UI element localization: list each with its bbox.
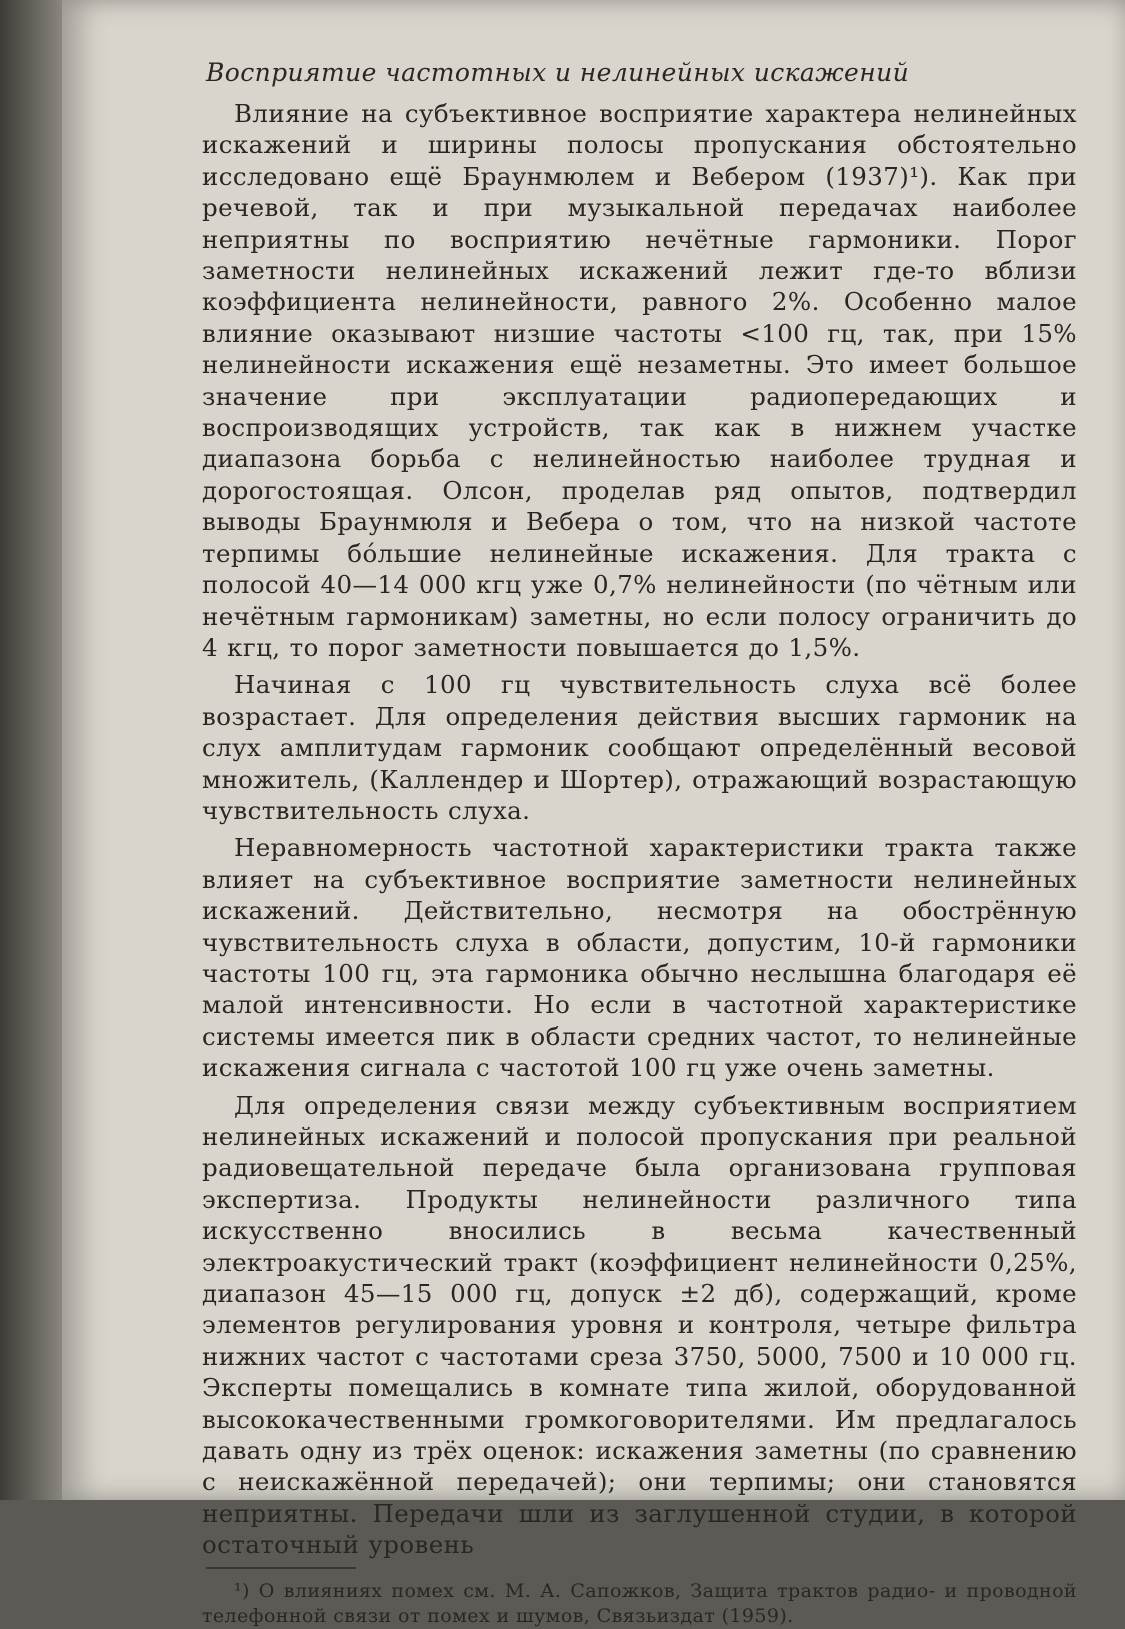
paragraph-2: Начиная с 100 гц чувствительность слуха всё более возрастает. Для определения действия высших гармоник на слух амплитудам гармоник сообщают определённый весовой множитель, (Каллендер и Шортер), отражающий возрастающую чувствительность слуха. <box>202 670 1077 825</box>
paragraph-3: Неравномерность частотной характеристики тракта также влияет на субъективное восприятие заметности нелинейных искажений. Действительно, несмотря на обострённую чувствительность слуха в области, допустим, 10-й гармоники частоты 100 гц, эта гармоника обычно неслышна благодаря её малой интенсивности. Но если в частотной характеристике системы имеется пик в области средних частот, то нелинейные искажения сигнала с частотой 100 гц уже очень заметны. <box>202 833 1077 1083</box>
book-page <box>62 0 1125 1627</box>
paragraph-4: Для определения связи между субъективным восприятием нелинейных искажений и полосой пропускания при реальной радиовещательной передаче была организована групповая экспертиза. Продукты нелинейности различного типа искусственно вносились в весьма качественный электроакустический тракт (коэффициент нелинейности 0,25%, диапазон 45—15 000 гц, допуск ±2 дб), содержащий, кроме элементов регулирования уровня и контроля, четыре фильтра нижних частот с частотами среза 3750, 5000, 7500 и 10 000 гц. Эксперты помещались в комнате типа жилой, оборудованной высококачественными громкоговорителями. Им предлагалось давать одну из трёх оценок: искажения заметны (по сравнению с неискажённой передачей); они терпимы; они становятся неприятны. Передачи шли из заглушенной студии, в которой остаточный уровень <box>202 1090 1077 1560</box>
footnote-divider <box>206 1567 356 1569</box>
page-content <box>202 40 1077 1629</box>
section-title: Восприятие частотных и нелинейных искажений <box>206 58 910 87</box>
paragraph-1: Влияние на субъективное восприятие характера нелинейных искажений и ширины полосы пропускания обстоятельно исследовано ещё Браунмюлем и Вебером (1937)¹). Как при речевой, так и при музыкальной передачах наиболее неприятны по восприятию нечётные гармоники. Порог заметности нелинейных искажений лежит где-то вблизи коэффициента нелинейности, равного 2%. Особенно малое влияние оказывают низшие частоты <100 гц, так, при 15% нелинейности искажения ещё незаметны. Это имеет большое значение при эксплуатации радиопередающих и воспроизводящих устройств, так как в нижнем участке диапазона борьба с нелинейностью наиболее трудная и дорогостоящая. Олсон, проделав ряд опытов, подтвердил выводы Браунмюля и Вебера о том, что на низкой частоте терпимы бо́льшие нелинейные искажения. Для тракта с полосой 40—14 000 кгц уже 0,7% нелинейности (по чётным или нечётным гармоникам) заметны, но если полосу ограничить до 4 кгц, то порог заметности повышается до 1,5%. <box>202 99 1077 662</box>
footnote: ¹) О влияниях помех см. М. А. Сапожков, Защита трактов радио- и проводной телефонной связи от помех и шумов, Связьиздат (1959). <box>202 1579 1077 1627</box>
book-gutter <box>0 0 62 1500</box>
